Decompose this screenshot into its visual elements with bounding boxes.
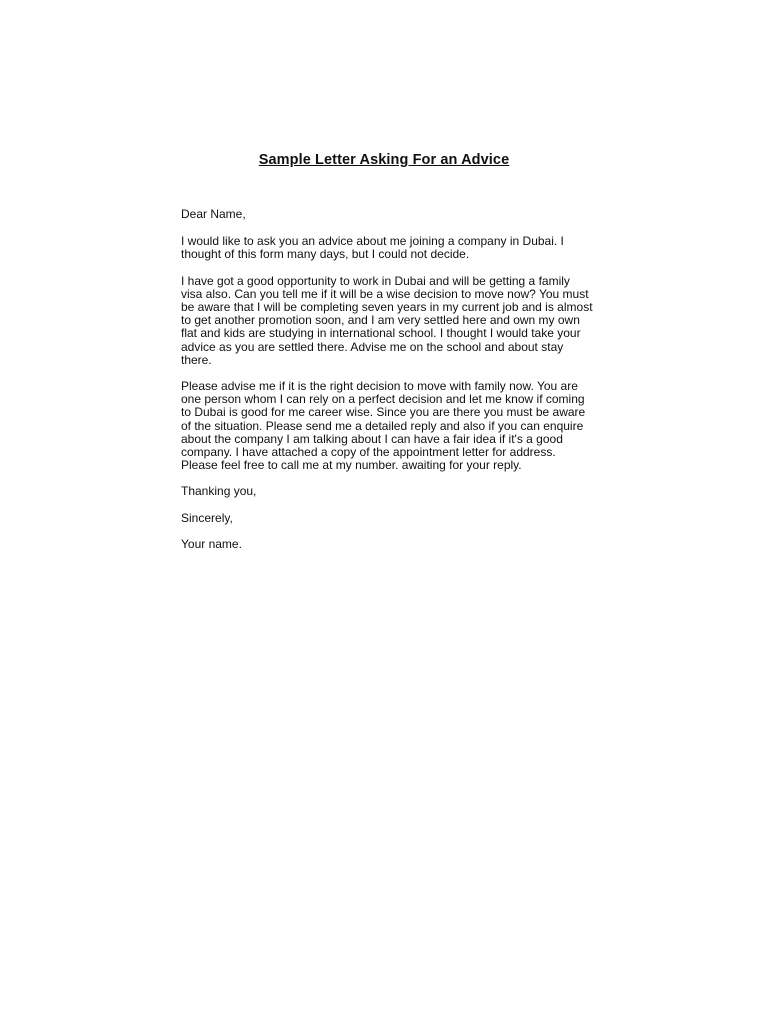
salutation: Dear Name, [181, 207, 246, 221]
paragraph-intro: I would like to ask you an advice about me joining a company in Dubai. I thought of this form many days, but I could not decide. [181, 234, 564, 262]
letter-title: Sample Letter Asking For an Advice [258, 152, 510, 168]
letter-body [181, 208, 593, 564]
valediction: Sincerely, [181, 510, 233, 525]
closing-line: Thanking you, [181, 484, 257, 499]
paragraph-request: Please advise me if it is the right decision to move with family now. You are one person whom I can rely on a perfect decision and let me know if coming to Dubai is good for me career wise. Since you are there you must be aware of the situation. Please send me a detailed reply and also if you can enquire about the company I am talking about I can have a fair idea if it's a good company. I have attached a copy of the appointment letter for address. Please feel free to call me at my number. awaiting for your reply. [181, 379, 586, 473]
signature: Your name. [181, 536, 242, 551]
paragraph-opportunity: I have got a good opportunity to work in Dubai and will be getting a family visa also. Can you tell me if it will be a wise decision to move now? You must be aware that I will be completing seven years in my current job and is almost to get another promotion soon, and I am very settled here and own my own flat and kids are studying in international school. I thought I would take your advice as you are settled there. Advise me on the school and about stay there. [181, 273, 593, 367]
